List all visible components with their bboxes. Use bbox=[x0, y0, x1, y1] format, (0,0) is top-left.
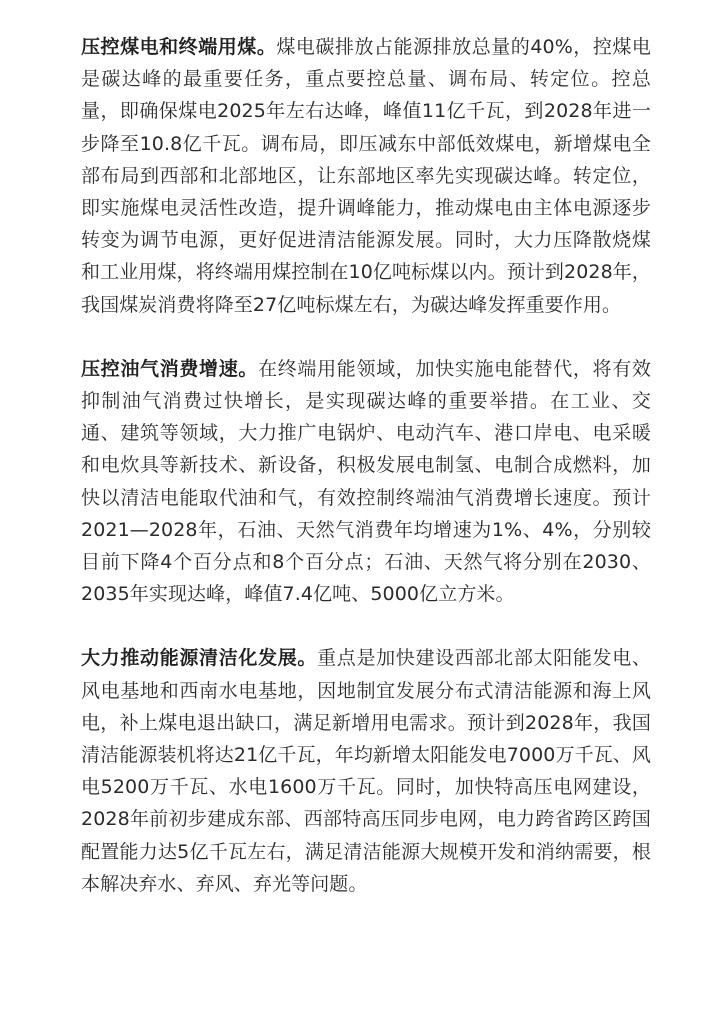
paragraph-heading: 压控油气消费增速。 bbox=[81, 357, 259, 380]
paragraph-clean-energy bbox=[81, 642, 651, 900]
paragraph-oil-gas-control bbox=[81, 353, 651, 611]
paragraph-heading: 压控煤电和终端用煤。 bbox=[81, 36, 277, 58]
paragraph-coal-control bbox=[81, 31, 651, 321]
paragraph-text: 煤电碳排放占能源排放总量的40%，控煤电是碳达峰的最重要任务，重点要控总量、调布局、转定位。控总量，即确保煤电2025年左右达峰，峰值11亿千瓦，到2028年进一步降至10.8亿千瓦。调布局，即压减东中部低效煤电，新增煤电全部布局到西部和北部地区，让东部地区率先实现碳达峰。转定位，即实施煤电灵活性改造，提升调峰能力，推动煤电由主体电源逐步转变为调节电源，更好促进清洁能源发展。同时，大力压降散烧煤和工业用煤，将终端用煤控制在10亿吨标煤以内。预计到2028年，我国煤炭消费将降至27亿吨标煤左右，为碳达峰发挥重要作用。 bbox=[81, 36, 651, 316]
paragraph-text: 重点是加快建设西部北部太阳能发电、风电基地和西南水电基地，因地制宜发展分布式清洁能源和海上风电，补上煤电退出缺口，满足新增用电需求。预计到2028年，我国清洁能源装机将达21亿千瓦，年均新增太阳能发电7000万千瓦、风电5200万千瓦、水电1600万千瓦。同时，加快特高压电网建设，2028年前初步建成东部、西部特高压同步电网，电力跨省跨区跨国配置能力达5亿千瓦左右，满足清洁能源大规模开发和消纳需要，根本解决弃水、弃风、弃光等问题。 bbox=[81, 647, 652, 895]
article-body bbox=[81, 31, 651, 932]
paragraph-text: 在终端用能领域，加快实施电能替代，将有效抑制油气消费过快增长，是实现碳达峰的重要举措。在工业、交通、建筑等领域，大力推广电锅炉、电动汽车、港口岸电、电采暖和电炊具等新技术、新设备，积极发展电制氢、电制合成燃料，加快以清洁电能取代油和气，有效控制终端油气消费增长速度。预计2021—2028年，石油、天然气消费年均增速为1%、4%，分别较目前下降4个百分点和8个百分点；石油、天然气将分别在2030、2035年实现达峰，峰值7.4亿吨、5000亿立方米。 bbox=[81, 357, 651, 606]
paragraph-heading: 大力推动能源清洁化发展。 bbox=[81, 647, 318, 670]
